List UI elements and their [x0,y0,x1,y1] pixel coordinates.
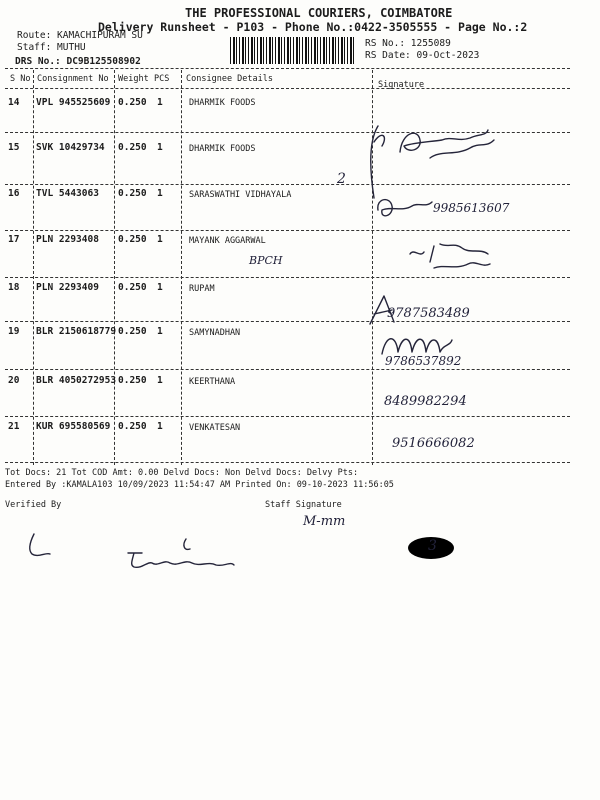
row-pcs: 1 [157,234,163,245]
row-consignment: KUR 695580569 [36,421,111,432]
row-weight: 0.250 [118,234,147,245]
staff-signature-label: Staff Signature [265,500,342,510]
row-sno: 19 [8,326,20,337]
page-number-handwritten: 3 [428,538,437,554]
row-consignee: DHARMIK FOODS [189,144,256,154]
col-header-consignee: Consignee Details [186,74,273,84]
row-consignee: VENKATESAN [189,423,241,433]
row-consignee: SARASWATHI VIDHAYALA [189,190,292,200]
signature-row-19 [376,326,456,360]
route-label: Route: KAMACHIPURAM SU [17,30,143,41]
row-sno: 15 [8,142,20,153]
handwritten-phone: 9787583489 [387,306,470,321]
row-consignment: PLN 2293408 [36,234,99,245]
row-pcs: 1 [157,282,163,293]
handwritten-phone: 9985613607 [433,201,510,215]
row-consignment: SVK 10429734 [36,142,105,153]
row-consignee: MAYANK AGGARWAL [189,236,266,246]
row-weight: 0.250 [118,188,147,199]
col-divider [33,70,34,465]
runsheet-title: Delivery Runsheet - P103 - Phone No.:0422-3505555 - Page No.:2 [98,20,528,34]
row-pcs: 1 [157,97,163,108]
row-separator [5,416,570,417]
table-top-line [5,68,570,69]
signature-row-14-15 [360,112,510,202]
row-consignee: RUPAM [189,284,215,294]
col-header-consignment: Consignment No [37,74,109,84]
rs-number: RS No.: 1255089 [365,38,451,49]
row-sno: 20 [8,375,20,386]
row-pcs: 1 [157,188,163,199]
row-weight: 0.250 [118,282,147,293]
table-header-line [5,88,570,89]
row-pcs: 1 [157,326,163,337]
row-consignment: VPL 945525609 [36,97,111,108]
barcode [230,37,355,64]
row-consignee: DHARMIK FOODS [189,98,256,108]
signature-row-18 [366,290,406,328]
handwritten-note: BPCH [249,254,283,267]
row-pcs: 1 [157,375,163,386]
row-sno: 21 [8,421,20,432]
row-consignment: BLR 2150618779 [36,326,117,337]
row-pcs: 1 [157,421,163,432]
row-sno: 17 [8,234,20,245]
row-consignment: PLN 2293409 [36,282,99,293]
verified-by-label: Verified By [5,500,62,510]
totals-line: Tot Docs: 21 Tot COD Amt: 0.00 Delvd Docs: Non Delvd Docs: Delvy Pts: [5,468,359,478]
row-separator [5,230,570,231]
row-weight: 0.250 [118,375,147,386]
table-bottom-line [5,462,570,463]
row-weight: 0.250 [118,326,147,337]
signature-row-16 [372,192,442,226]
row-sno: 18 [8,282,20,293]
row-consignee: KEERTHANA [189,377,236,387]
col-header-weight: Weight [118,74,149,84]
handwritten-phone: 9786537892 [385,354,462,368]
row-consignee: SAMYNADHAN [189,328,241,338]
col-header-sno: S No [10,74,31,84]
handwritten-mark: 2 [337,171,346,187]
row-sno: 14 [8,97,20,108]
signature-verified-by [20,530,60,560]
handwritten-phone: 9516666082 [392,436,475,451]
row-consignment: TVL 5443063 [36,188,99,199]
row-weight: 0.250 [118,421,147,432]
drs-number: DRS No.: DC9B125508902 [15,56,141,67]
staff-signature-scribble: M-mm [303,514,346,529]
signature-verified-by-name [120,535,240,575]
col-header-signature: Signature [378,80,425,90]
staff-label: Staff: MUTHU [17,42,86,53]
row-sno: 16 [8,188,20,199]
row-weight: 0.250 [118,142,147,153]
row-separator [5,321,570,322]
handwritten-phone: 8489982294 [384,394,467,409]
rs-date: RS Date: 09-Oct-2023 [365,50,480,61]
entered-by-line: Entered By :KAMALA103 10/09/2023 11:54:47 AM Printed On: 09-10-2023 11:56:05 [5,480,394,490]
company-title: THE PROFESSIONAL COURIERS, COIMBATORE [185,6,453,20]
row-separator [5,369,570,370]
col-divider [181,70,182,465]
row-pcs: 1 [157,142,163,153]
row-consignment: BLR 4050272953 [36,375,117,386]
col-divider [114,70,115,465]
row-weight: 0.250 [118,97,147,108]
signature-row-17 [400,234,500,278]
col-header-pcs: PCS [154,74,170,84]
